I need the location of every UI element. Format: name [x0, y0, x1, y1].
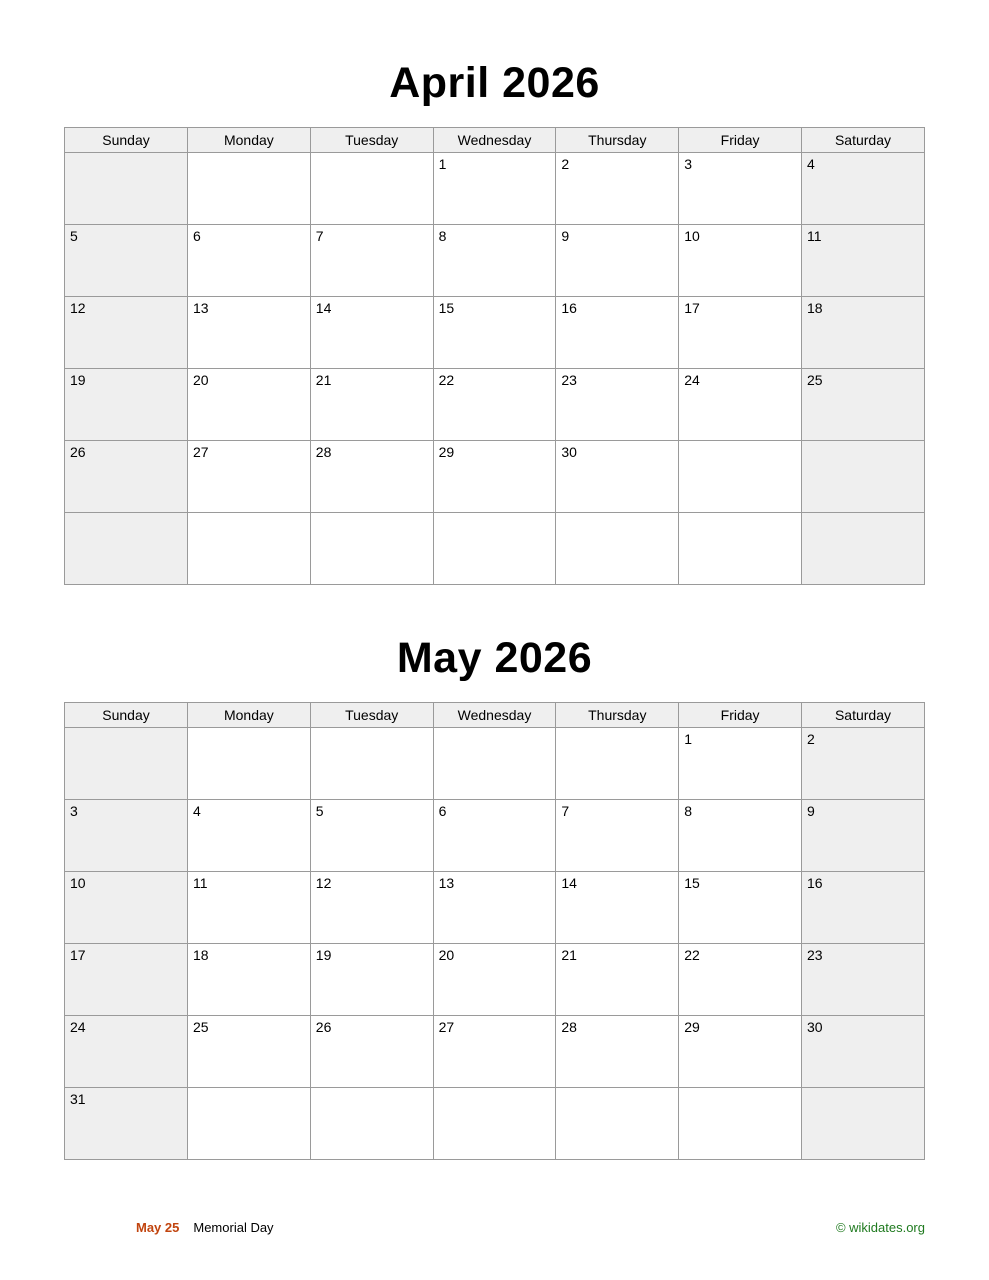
day-cell[interactable]: 3: [65, 800, 188, 872]
calendar-week-row: [65, 225, 925, 297]
day-cell[interactable]: [433, 1088, 556, 1160]
day-cell[interactable]: 25: [188, 1016, 311, 1088]
day-cell[interactable]: [65, 728, 188, 800]
day-cell[interactable]: [433, 513, 556, 585]
calendar-table-april: [64, 127, 925, 585]
weekday-header-row: [65, 703, 925, 728]
day-cell[interactable]: [556, 513, 679, 585]
day-cell[interactable]: [679, 1088, 802, 1160]
day-cell[interactable]: [188, 728, 311, 800]
calendar-week-row: [65, 1088, 925, 1160]
day-cell[interactable]: 18: [802, 297, 925, 369]
day-cell[interactable]: 28: [556, 1016, 679, 1088]
weekday-header-wednesday: Wednesday: [433, 128, 556, 153]
day-cell[interactable]: 2: [556, 153, 679, 225]
calendar-week-row: [65, 441, 925, 513]
day-cell[interactable]: [679, 441, 802, 513]
site-credit[interactable]: © wikidates.org: [835, 1220, 925, 1235]
day-cell[interactable]: 30: [556, 441, 679, 513]
day-cell[interactable]: 25: [802, 369, 925, 441]
month-block-april: [64, 0, 925, 585]
day-cell[interactable]: 2: [802, 728, 925, 800]
weekday-header-row: [65, 128, 925, 153]
day-cell[interactable]: 18: [188, 944, 311, 1016]
day-cell[interactable]: [679, 513, 802, 585]
day-cell[interactable]: 19: [65, 369, 188, 441]
day-cell[interactable]: 15: [679, 872, 802, 944]
calendar-week-row: [65, 872, 925, 944]
weekday-header-friday: Friday: [679, 703, 802, 728]
day-cell[interactable]: [802, 441, 925, 513]
day-cell[interactable]: [188, 153, 311, 225]
day-cell[interactable]: 12: [310, 872, 433, 944]
weekday-header-wednesday: Wednesday: [433, 703, 556, 728]
month-title-april: April 2026: [389, 59, 600, 107]
day-cell[interactable]: 22: [679, 944, 802, 1016]
day-cell[interactable]: 23: [556, 369, 679, 441]
day-cell[interactable]: 14: [556, 872, 679, 944]
day-cell[interactable]: 29: [433, 441, 556, 513]
day-cell[interactable]: [802, 513, 925, 585]
day-cell[interactable]: [310, 153, 433, 225]
day-cell[interactable]: [188, 1088, 311, 1160]
day-cell[interactable]: 9: [802, 800, 925, 872]
day-cell[interactable]: 27: [188, 441, 311, 513]
day-cell[interactable]: 13: [188, 297, 311, 369]
day-cell[interactable]: 21: [310, 369, 433, 441]
day-cell[interactable]: 10: [65, 872, 188, 944]
day-cell[interactable]: 14: [310, 297, 433, 369]
day-cell[interactable]: 23: [802, 944, 925, 1016]
day-cell[interactable]: [188, 513, 311, 585]
weekday-header-friday: Friday: [679, 128, 802, 153]
day-cell[interactable]: 9: [556, 225, 679, 297]
day-cell[interactable]: 24: [679, 369, 802, 441]
day-cell[interactable]: 6: [433, 800, 556, 872]
day-cell[interactable]: 26: [65, 441, 188, 513]
day-cell[interactable]: [310, 1088, 433, 1160]
day-cell[interactable]: [802, 1088, 925, 1160]
day-cell[interactable]: 3: [679, 153, 802, 225]
day-cell[interactable]: 1: [679, 728, 802, 800]
day-cell[interactable]: 26: [310, 1016, 433, 1088]
day-cell[interactable]: 8: [679, 800, 802, 872]
weekday-header-saturday: Saturday: [802, 128, 925, 153]
calendar-week-row: [65, 944, 925, 1016]
day-cell[interactable]: [556, 1088, 679, 1160]
day-cell[interactable]: 6: [188, 225, 311, 297]
calendar-table-may: [64, 702, 925, 1160]
weekday-header-tuesday: Tuesday: [310, 703, 433, 728]
day-cell[interactable]: 22: [433, 369, 556, 441]
calendar-week-row: [65, 369, 925, 441]
day-cell[interactable]: 20: [433, 944, 556, 1016]
weekday-header-monday: Monday: [188, 128, 311, 153]
weekday-header-monday: Monday: [188, 703, 311, 728]
day-cell[interactable]: 28: [310, 441, 433, 513]
day-cell[interactable]: [556, 728, 679, 800]
day-cell[interactable]: 7: [556, 800, 679, 872]
day-cell[interactable]: 12: [65, 297, 188, 369]
weekday-header-sunday: Sunday: [65, 128, 188, 153]
day-cell[interactable]: 20: [188, 369, 311, 441]
day-cell[interactable]: [310, 728, 433, 800]
holiday-legend: [136, 1220, 274, 1235]
holiday-date: May 25: [136, 1220, 180, 1235]
day-cell[interactable]: 17: [65, 944, 188, 1016]
day-cell[interactable]: 1: [433, 153, 556, 225]
calendar-week-row: [65, 728, 925, 800]
day-cell[interactable]: 16: [556, 297, 679, 369]
day-cell[interactable]: 19: [310, 944, 433, 1016]
calendar-week-row: [65, 297, 925, 369]
day-cell[interactable]: 15: [433, 297, 556, 369]
day-cell[interactable]: 11: [188, 872, 311, 944]
day-cell[interactable]: 5: [310, 800, 433, 872]
day-cell[interactable]: 27: [433, 1016, 556, 1088]
day-cell[interactable]: [65, 153, 188, 225]
holiday-name: Memorial Day: [193, 1220, 274, 1235]
calendar-week-row: [65, 1016, 925, 1088]
weekday-header-tuesday: Tuesday: [310, 128, 433, 153]
weekday-header-thursday: Thursday: [556, 128, 679, 153]
day-cell[interactable]: 4: [802, 153, 925, 225]
day-cell[interactable]: 13: [433, 872, 556, 944]
month-title-may: May 2026: [396, 634, 593, 682]
day-cell[interactable]: 30: [802, 1016, 925, 1088]
day-cell[interactable]: [65, 513, 188, 585]
weekday-header-saturday: Saturday: [802, 703, 925, 728]
day-cell[interactable]: 8: [433, 225, 556, 297]
day-cell[interactable]: 5: [65, 225, 188, 297]
day-cell[interactable]: [433, 728, 556, 800]
calendar-week-row: [65, 153, 925, 225]
footer: [64, 1194, 925, 1280]
day-cell[interactable]: 29: [679, 1016, 802, 1088]
day-cell[interactable]: 4: [188, 800, 311, 872]
day-cell[interactable]: 11: [802, 225, 925, 297]
day-cell[interactable]: 17: [679, 297, 802, 369]
weekday-header-thursday: Thursday: [556, 703, 679, 728]
day-cell[interactable]: [310, 513, 433, 585]
day-cell[interactable]: 10: [679, 225, 802, 297]
day-cell[interactable]: 7: [310, 225, 433, 297]
calendar-week-row: [65, 800, 925, 872]
day-cell[interactable]: 21: [556, 944, 679, 1016]
day-cell[interactable]: 16: [802, 872, 925, 944]
calendar-week-row: [65, 513, 925, 585]
day-cell[interactable]: 31: [65, 1088, 188, 1160]
weekday-header-sunday: Sunday: [65, 703, 188, 728]
day-cell[interactable]: 24: [65, 1016, 188, 1088]
month-block-may: [64, 585, 925, 1160]
